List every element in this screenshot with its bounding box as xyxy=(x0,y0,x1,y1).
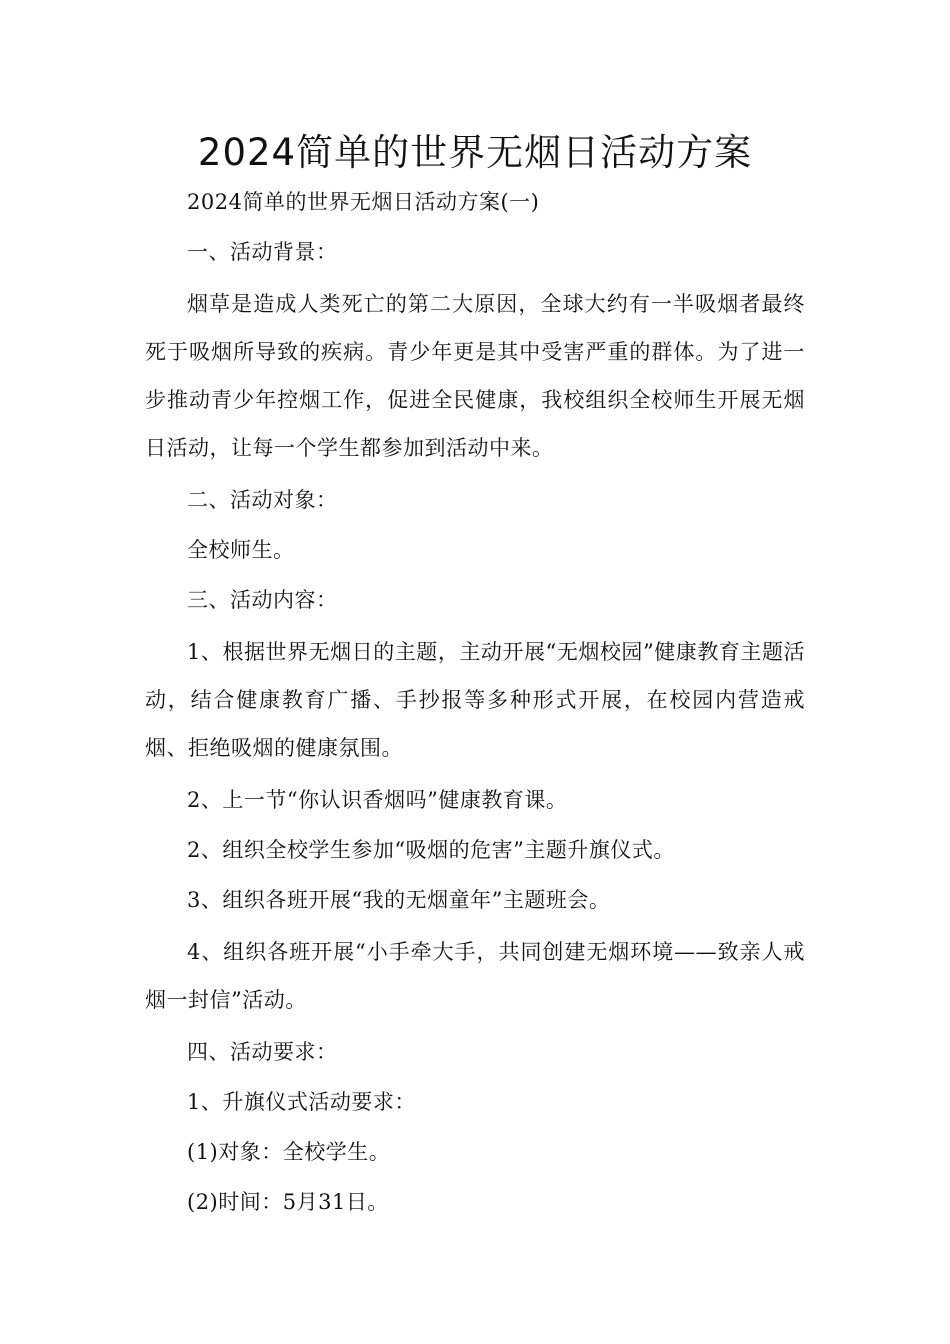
paragraph-requirement-1: 1、升旗仪式活动要求： xyxy=(187,1090,416,1114)
paragraph-background: 烟草是造成人类死亡的第二大原因，全球大约有一半吸烟者最终死于吸烟所导致的疾病。青少年更是其中受害严重的群体。为了进一步推动青少年控烟工作，促进全民健康，我校组织全校师生开展无烟日活动，让每一个学生都参加到活动中来。 xyxy=(145,292,805,460)
paragraph-requirement-1-2: (2)时间：5月31日。 xyxy=(187,1190,389,1214)
section-heading-requirements: 四、活动要求： xyxy=(187,1040,338,1064)
paragraph-content-1: 1、根据世界无烟日的主题，主动开展“无烟校园”健康教育主题活动，结合健康教育广播、手抄报等多种形式开展，在校园内营造戒烟、拒绝吸烟的健康氛围。 xyxy=(145,640,805,760)
paragraph-content-4: 4、组织各班开展“小手牵大手，共同创建无烟环境——致亲人戒烟一封信”活动。 xyxy=(145,940,805,1012)
paragraph-content-3: 3、组织各班开展“我的无烟童年”主题班会。 xyxy=(187,888,611,912)
document-title: 2024简单的世界无烟日活动方案 xyxy=(197,131,753,174)
paragraph-subtitle: 2024简单的世界无烟日活动方案(一) xyxy=(187,190,540,214)
paragraph-content-2a: 2、上一节“你认识香烟吗”健康教育课。 xyxy=(187,788,568,812)
section-heading-background: 一、活动背景： xyxy=(187,240,338,264)
paragraph-content-2b: 2、组织全校学生参加“吸烟的危害”主题升旗仪式。 xyxy=(187,838,675,862)
paragraph-requirement-1-1: (1)对象：全校学生。 xyxy=(187,1140,391,1164)
section-heading-content: 三、活动内容： xyxy=(187,588,338,612)
section-heading-target: 二、活动对象： xyxy=(187,488,338,512)
document-body xyxy=(145,180,805,1230)
paragraph-target: 全校师生。 xyxy=(187,538,295,562)
